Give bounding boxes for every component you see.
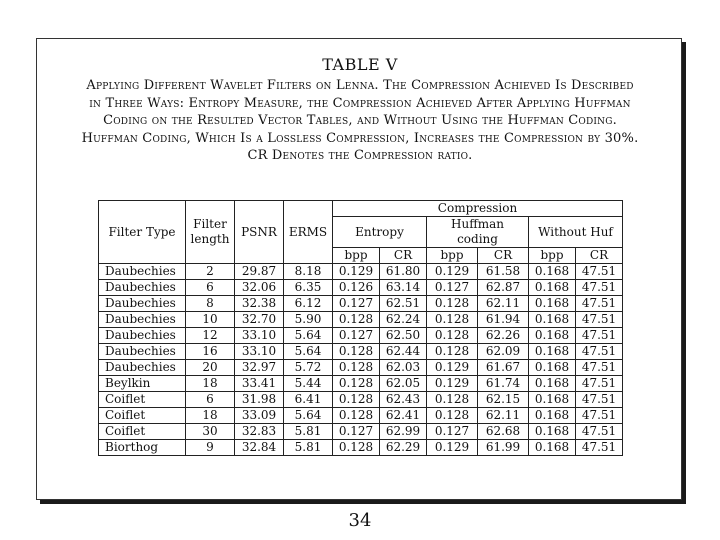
cell-filter-length: 6 — [186, 392, 235, 408]
cell-huffman-bpp: 0.128 — [427, 408, 478, 424]
cell-psnr: 32.38 — [235, 296, 284, 312]
cell-without-bpp: 0.168 — [529, 264, 576, 280]
cell-erms: 5.64 — [284, 344, 333, 360]
cell-huffman-cr: 61.74 — [478, 376, 529, 392]
cell-filter-length: 6 — [186, 280, 235, 296]
cell-entropy-cr: 62.29 — [380, 440, 427, 456]
results-table-container — [98, 200, 623, 456]
cell-without-cr: 47.51 — [576, 296, 623, 312]
header-filter-type: Filter Type — [99, 201, 186, 264]
table-row — [99, 424, 623, 440]
cell-psnr: 29.87 — [235, 264, 284, 280]
header-entropy: Entropy — [333, 217, 427, 248]
cell-psnr: 32.83 — [235, 424, 284, 440]
cell-without-cr: 47.51 — [576, 280, 623, 296]
cell-entropy-cr: 61.80 — [380, 264, 427, 280]
cell-filter-type: Daubechies — [99, 360, 186, 376]
cell-without-bpp: 0.168 — [529, 376, 576, 392]
cell-entropy-cr: 62.50 — [380, 328, 427, 344]
cell-huffman-cr: 62.15 — [478, 392, 529, 408]
table-row — [99, 440, 623, 456]
cell-huffman-bpp: 0.128 — [427, 296, 478, 312]
header-filter-length: Filter length — [186, 201, 235, 264]
cell-without-cr: 47.51 — [576, 264, 623, 280]
table-caption-text: Applying Different Wavelet Filters on Lenna. The Compression Achieved Is Described in Three Ways: Entropy Measure, the Compression Achieved After Applying Huffman Coding on the Resulted Vector Tables, and Without Using the Huffman Coding. Huffman Coding, Which Is a Lossless Compression, Increases the Compression by 30%. CR Denotes the Compression ratio. — [81, 78, 639, 163]
cell-without-cr: 47.51 — [576, 376, 623, 392]
cell-filter-length: 16 — [186, 344, 235, 360]
cell-filter-length: 10 — [186, 312, 235, 328]
cell-huffman-bpp: 0.128 — [427, 392, 478, 408]
cell-erms: 5.81 — [284, 440, 333, 456]
cell-erms: 6.12 — [284, 296, 333, 312]
header-entropy-cr: CR — [380, 248, 427, 264]
header-without-cr: CR — [576, 248, 623, 264]
cell-huffman-cr: 61.67 — [478, 360, 529, 376]
header-row-1 — [99, 201, 623, 217]
header-entropy-bpp: bpp — [333, 248, 380, 264]
table-row — [99, 360, 623, 376]
header-without-bpp: bpp — [529, 248, 576, 264]
cell-entropy-bpp: 0.126 — [333, 280, 380, 296]
cell-without-cr: 47.51 — [576, 424, 623, 440]
cell-entropy-cr: 62.05 — [380, 376, 427, 392]
cell-erms: 5.44 — [284, 376, 333, 392]
header-compression: Compression — [333, 201, 623, 217]
cell-without-bpp: 0.168 — [529, 440, 576, 456]
cell-filter-type: Daubechies — [99, 264, 186, 280]
cell-filter-type: Coiflet — [99, 424, 186, 440]
cell-erms: 5.64 — [284, 328, 333, 344]
table-row — [99, 264, 623, 280]
cell-psnr: 32.97 — [235, 360, 284, 376]
page-number: 34 — [348, 510, 372, 531]
cell-huffman-bpp: 0.129 — [427, 264, 478, 280]
cell-without-bpp: 0.168 — [529, 280, 576, 296]
cell-filter-type: Biorthog — [99, 440, 186, 456]
cell-psnr: 32.84 — [235, 440, 284, 456]
cell-huffman-bpp: 0.129 — [427, 360, 478, 376]
table-body — [99, 264, 623, 456]
table-row — [99, 280, 623, 296]
cell-filter-length: 9 — [186, 440, 235, 456]
cell-filter-length: 12 — [186, 328, 235, 344]
cell-without-bpp: 0.168 — [529, 408, 576, 424]
cell-huffman-bpp: 0.127 — [427, 424, 478, 440]
cell-entropy-bpp: 0.128 — [333, 360, 380, 376]
table-row — [99, 408, 623, 424]
cell-without-cr: 47.51 — [576, 328, 623, 344]
cell-huffman-cr: 62.11 — [478, 296, 529, 312]
cell-erms: 6.35 — [284, 280, 333, 296]
cell-psnr: 33.10 — [235, 328, 284, 344]
cell-huffman-cr: 62.09 — [478, 344, 529, 360]
table-row — [99, 312, 623, 328]
cell-entropy-bpp: 0.128 — [333, 392, 380, 408]
cell-huffman-cr: 62.26 — [478, 328, 529, 344]
cell-psnr: 32.06 — [235, 280, 284, 296]
cell-without-cr: 47.51 — [576, 312, 623, 328]
cell-entropy-cr: 62.43 — [380, 392, 427, 408]
cell-filter-length: 30 — [186, 424, 235, 440]
cell-filter-type: Daubechies — [99, 344, 186, 360]
cell-entropy-bpp: 0.127 — [333, 296, 380, 312]
cell-psnr: 31.98 — [235, 392, 284, 408]
cell-huffman-cr: 61.99 — [478, 440, 529, 456]
cell-filter-length: 8 — [186, 296, 235, 312]
table-row — [99, 376, 623, 392]
cell-without-cr: 47.51 — [576, 408, 623, 424]
cell-entropy-bpp: 0.128 — [333, 312, 380, 328]
cell-filter-type: Daubechies — [99, 296, 186, 312]
cell-without-cr: 47.51 — [576, 360, 623, 376]
cell-without-bpp: 0.168 — [529, 392, 576, 408]
table-row — [99, 392, 623, 408]
cell-without-bpp: 0.168 — [529, 328, 576, 344]
cell-entropy-bpp: 0.127 — [333, 328, 380, 344]
header-without-huffman: Without Huf — [529, 217, 623, 248]
cell-huffman-bpp: 0.128 — [427, 344, 478, 360]
cell-without-bpp: 0.168 — [529, 344, 576, 360]
cell-erms: 5.90 — [284, 312, 333, 328]
table-row — [99, 344, 623, 360]
cell-entropy-bpp: 0.129 — [333, 264, 380, 280]
cell-erms: 8.18 — [284, 264, 333, 280]
cell-entropy-cr: 62.24 — [380, 312, 427, 328]
cell-erms: 6.41 — [284, 392, 333, 408]
cell-entropy-bpp: 0.128 — [333, 376, 380, 392]
cell-huffman-cr: 61.58 — [478, 264, 529, 280]
cell-filter-type: Daubechies — [99, 312, 186, 328]
cell-entropy-bpp: 0.128 — [333, 344, 380, 360]
cell-huffman-cr: 62.87 — [478, 280, 529, 296]
cell-huffman-bpp: 0.129 — [427, 440, 478, 456]
header-huffman-cr: CR — [478, 248, 529, 264]
cell-filter-type: Daubechies — [99, 328, 186, 344]
cell-entropy-cr: 62.41 — [380, 408, 427, 424]
cell-filter-length: 20 — [186, 360, 235, 376]
cell-without-cr: 47.51 — [576, 392, 623, 408]
cell-entropy-cr: 62.99 — [380, 424, 427, 440]
cell-huffman-cr: 62.11 — [478, 408, 529, 424]
cell-erms: 5.72 — [284, 360, 333, 376]
cell-without-bpp: 0.168 — [529, 312, 576, 328]
cell-without-cr: 47.51 — [576, 440, 623, 456]
header-psnr: PSNR — [235, 201, 284, 264]
cell-without-bpp: 0.168 — [529, 296, 576, 312]
cell-erms: 5.64 — [284, 408, 333, 424]
cell-without-bpp: 0.168 — [529, 424, 576, 440]
cell-huffman-bpp: 0.129 — [427, 376, 478, 392]
cell-filter-type: Beylkin — [99, 376, 186, 392]
cell-filter-type: Daubechies — [99, 280, 186, 296]
table-caption — [80, 56, 640, 165]
cell-filter-length: 2 — [186, 264, 235, 280]
cell-psnr: 32.70 — [235, 312, 284, 328]
table-row — [99, 296, 623, 312]
cell-psnr: 33.10 — [235, 344, 284, 360]
cell-filter-length: 18 — [186, 376, 235, 392]
cell-filter-type: Coiflet — [99, 392, 186, 408]
cell-psnr: 33.09 — [235, 408, 284, 424]
cell-entropy-bpp: 0.128 — [333, 408, 380, 424]
cell-without-bpp: 0.168 — [529, 360, 576, 376]
cell-psnr: 33.41 — [235, 376, 284, 392]
table-row — [99, 328, 623, 344]
header-huffman: Huffman coding — [427, 217, 529, 248]
cell-huffman-bpp: 0.127 — [427, 280, 478, 296]
cell-filter-type: Coiflet — [99, 408, 186, 424]
header-huffman-bpp: bpp — [427, 248, 478, 264]
table-title: TABLE V — [322, 55, 398, 74]
cell-huffman-bpp: 0.128 — [427, 328, 478, 344]
cell-filter-length: 18 — [186, 408, 235, 424]
cell-entropy-cr: 62.03 — [380, 360, 427, 376]
cell-erms: 5.81 — [284, 424, 333, 440]
cell-huffman-cr: 61.94 — [478, 312, 529, 328]
cell-entropy-cr: 63.14 — [380, 280, 427, 296]
cell-entropy-cr: 62.44 — [380, 344, 427, 360]
header-erms: ERMS — [284, 201, 333, 264]
cell-without-cr: 47.51 — [576, 344, 623, 360]
cell-entropy-bpp: 0.127 — [333, 424, 380, 440]
cell-entropy-bpp: 0.128 — [333, 440, 380, 456]
cell-huffman-cr: 62.68 — [478, 424, 529, 440]
cell-huffman-bpp: 0.128 — [427, 312, 478, 328]
cell-entropy-cr: 62.51 — [380, 296, 427, 312]
results-table — [98, 200, 623, 456]
